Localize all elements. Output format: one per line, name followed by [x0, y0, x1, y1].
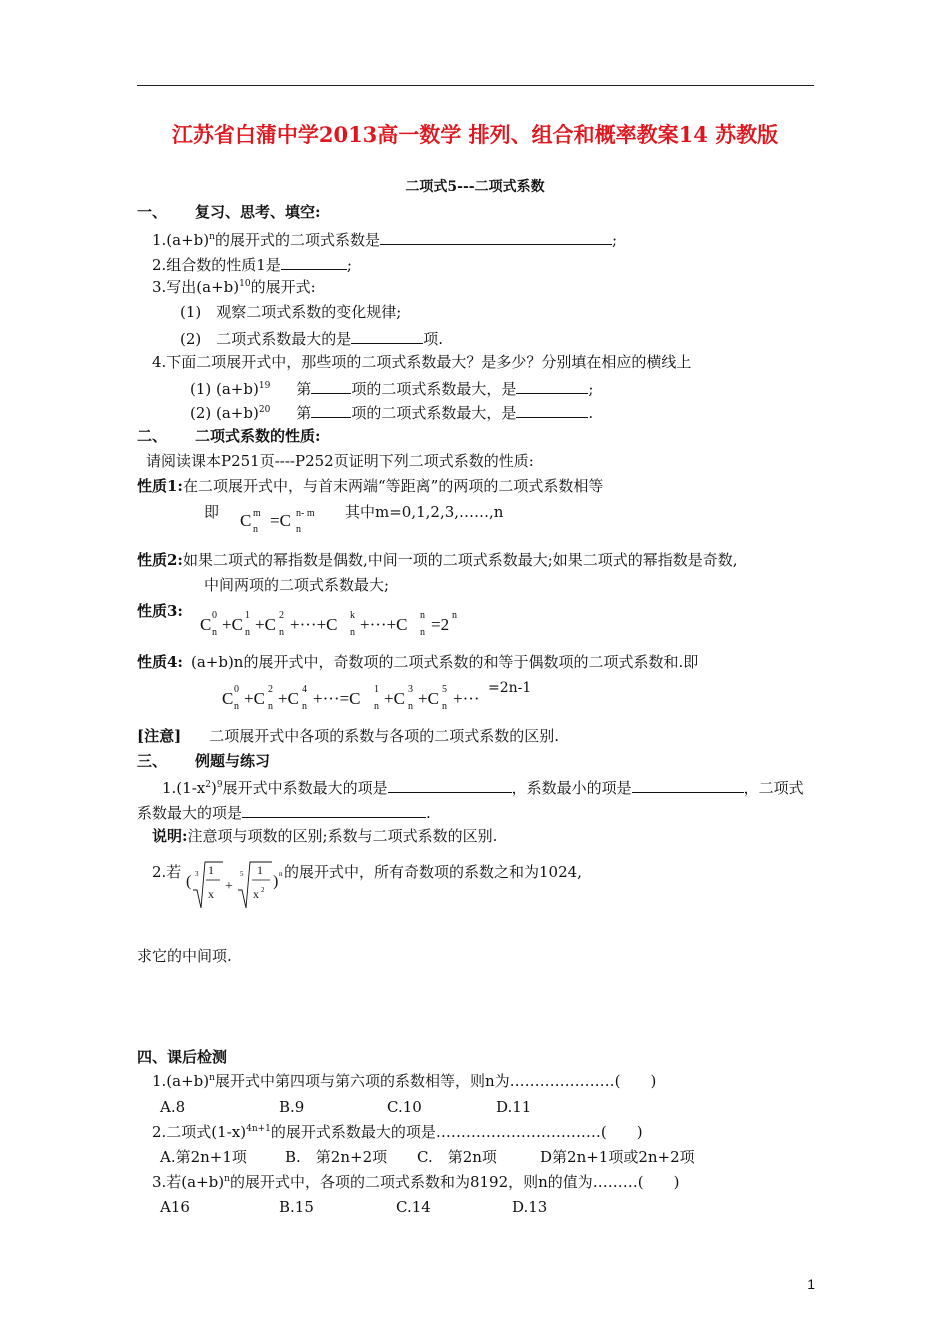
section-2-heading	[137, 429, 321, 444]
s4-q2-option-c[interactable]: C. 第2n项	[417, 1148, 497, 1166]
section-3-heading	[137, 754, 270, 769]
svg-text:+: +	[225, 879, 233, 894]
s4-q3-option-c[interactable]: C.14	[396, 1198, 431, 1216]
property-2-text-2: 中间两项的二项式系数最大;	[204, 576, 390, 594]
e1-close: )	[210, 779, 217, 797]
property-3-label: 性质3:	[137, 602, 183, 620]
e1-exp9: 9	[216, 780, 223, 790]
note	[137, 729, 559, 744]
q4-1-end: ;	[588, 380, 594, 398]
answer-blank[interactable]	[516, 380, 588, 394]
example-1-line-2	[137, 804, 431, 821]
answer-blank[interactable]	[632, 779, 744, 793]
s4-q2-option-b[interactable]: B. 第2n+2项	[285, 1148, 388, 1166]
s2-intro: 请阅读课本P251页----P252页证明下列二项式系数的性质:	[146, 452, 534, 470]
s1-question-2	[152, 256, 352, 273]
answer-blank[interactable]	[516, 404, 588, 418]
q4-1-exponent: 19	[258, 381, 271, 391]
svg-text:n: n	[279, 870, 283, 878]
s4-q1-option-a[interactable]: A.8	[160, 1098, 186, 1116]
answer-blank[interactable]	[311, 380, 351, 394]
property-1	[137, 479, 603, 494]
s4-q2-exponent: 4n+1	[246, 1124, 271, 1134]
q3-exponent: 10	[239, 279, 251, 289]
example-2-ask: 求它的中间项.	[137, 947, 232, 965]
s4-q1-exponent: n	[209, 1073, 215, 1083]
svg-text:): )	[273, 873, 279, 890]
s4-q3-option-b[interactable]: B.15	[279, 1198, 314, 1216]
q1-exponent: n	[209, 232, 215, 242]
property-1-ji: 即	[204, 503, 220, 521]
q4-2-exponent: 20	[258, 405, 271, 415]
note-label: [注意]	[137, 727, 182, 745]
svg-text:1: 1	[257, 863, 263, 877]
s4-q1-option-b[interactable]: B.9	[279, 1098, 305, 1116]
explanation-label: 说明:	[152, 827, 188, 845]
header-rule	[137, 85, 814, 86]
section-1-heading	[137, 205, 321, 220]
example-2-formula	[184, 856, 284, 912]
q1-text: 的展开式的二项式系数是	[214, 231, 380, 249]
section-subtitle: 二项式5---二项式系数	[405, 179, 545, 195]
property-4-text: (a+b)n的展开式中，奇数项的二项式系数的和等于偶数项的二项式系数和.即	[190, 653, 699, 671]
s4-q3-exponent: n	[224, 1174, 230, 1184]
svg-text:(: (	[186, 873, 192, 890]
s4-q1-option-c[interactable]: C.10	[387, 1098, 422, 1116]
e1-text-a: 展开式中系数最大的项是	[222, 779, 388, 797]
q4-2-prefix: (2) (a+b)	[190, 404, 259, 422]
q4-2-end: .	[588, 404, 594, 422]
q2-text: 2.组合数的性质1是	[152, 256, 281, 274]
q4-2-mid: 项的二项式系数最大，是	[351, 404, 517, 422]
svg-text:3: 3	[195, 870, 199, 878]
svg-text:5: 5	[240, 870, 244, 878]
s1-question-3	[152, 280, 316, 295]
s4-q2-option-a[interactable]: A.第2n+1项	[160, 1148, 247, 1166]
answer-blank[interactable]	[351, 330, 423, 344]
property-1-text: 在二项展开式中，与首末两端“等距离”的两项的二项式系数相等	[182, 477, 604, 495]
answer-blank[interactable]	[388, 779, 512, 793]
e1-text-b: ，系数最小的项是	[511, 779, 632, 797]
example-1-line-1	[162, 779, 804, 796]
svg-text:x: x	[253, 887, 259, 901]
example-2-text: 的展开式中，所有奇数项的系数之和为1024,	[284, 863, 582, 881]
q3-2-text: (2) 二项式系数最大的是	[180, 330, 352, 348]
q2-end: ;	[346, 256, 352, 274]
q1-end: ;	[611, 231, 618, 249]
e1-end: .	[426, 804, 431, 822]
s4-q1-prefix: 1.(a+b)	[152, 1072, 210, 1090]
q3-prefix: 3.写出(a+b)	[152, 278, 240, 296]
s1-question-3-2	[180, 330, 443, 347]
s4-q2-prefix: 2.二项式(1-x)	[152, 1123, 247, 1141]
property-2-label: 性质2:	[137, 551, 183, 569]
section-4-heading: 四、课后检测	[137, 1048, 228, 1066]
q4-2-di: 第	[296, 404, 312, 422]
s4-q2-option-d[interactable]: D第2n+1项或2n+2项	[540, 1148, 695, 1166]
explanation-text: 注意项与项数的区别;系数与二项式系数的区别.	[187, 827, 498, 845]
e1-prefix: 1.(1-x	[162, 779, 206, 797]
s4-q1-text: 展开式中第四项与第六项的系数相等，则n为…………………( )	[214, 1072, 657, 1090]
svg-text:1: 1	[208, 863, 214, 877]
s4-q2-text: 的展开式系数最大的项是……………………………( )	[270, 1123, 643, 1141]
s4-question-1	[152, 1074, 656, 1089]
q4-1-mid: 项的二项式系数最大，是	[351, 380, 517, 398]
document-title: 江苏省白蒲中学2013高一数学 排列、组合和概率教案14 苏教版	[171, 122, 779, 147]
q4-1-di: 第	[296, 380, 312, 398]
s1-question-1	[152, 231, 617, 248]
s4-q1-option-d[interactable]: D.11	[496, 1098, 532, 1116]
answer-blank[interactable]	[281, 256, 347, 270]
explanation	[152, 829, 497, 844]
answer-blank[interactable]	[380, 231, 612, 245]
property-2-text-1: 如果二项式的幂指数是偶数,中间一项的二项式系数最大;如果二项式的幂指数是奇数,	[182, 551, 738, 569]
e1-exp2: 2	[205, 780, 211, 790]
section-3-title: 例题与练习	[195, 752, 271, 770]
s1-question-4-1	[190, 380, 593, 397]
property-1-where: 其中m=0,1,2,3,……,n	[345, 503, 504, 521]
section-2-title: 二项式系数的性质:	[195, 427, 321, 445]
note-text: 二项展开式中各项的系数与各项的二项式系数的区别.	[209, 727, 559, 745]
q3-text: 的展开式:	[250, 278, 316, 296]
section-1-title: 复习、思考、填空:	[195, 203, 321, 221]
property-2	[137, 553, 738, 568]
s4-q3-text: 的展开式中，各项的二项式系数和为8192，则n的值为………( )	[229, 1173, 680, 1191]
e1-text-c: ，二项式	[743, 779, 804, 797]
page-number: 1	[807, 1276, 815, 1292]
s4-question-3	[152, 1175, 679, 1190]
s4-question-2	[152, 1125, 643, 1140]
property-4	[137, 655, 698, 670]
section-3-number: 三、	[137, 752, 168, 770]
answer-blank[interactable]	[311, 404, 351, 418]
e1-text-d: 系数最大的项是	[137, 804, 243, 822]
s4-q3-prefix: 3.若(a+b)	[152, 1173, 225, 1191]
s4-q3-option-a[interactable]: A16	[160, 1198, 190, 1216]
s4-q3-option-d[interactable]: D.13	[512, 1198, 548, 1216]
svg-text:x: x	[208, 887, 214, 901]
svg-text:2: 2	[261, 886, 265, 894]
section-2-number: 二、	[137, 427, 168, 445]
section-1-number: 一、	[137, 203, 168, 221]
q3-2-end: 项.	[423, 330, 444, 348]
s1-question-4: 4.下面二项展开式中，那些项的二项式系数最大？是多少？分别填在相应的横线上	[152, 353, 692, 371]
property-4-rhs: =2n-1	[488, 680, 532, 696]
s1-question-3-1: (1) 观察二项式系数的变化规律;	[180, 303, 402, 321]
q1-prefix: 1.(a+b)	[152, 231, 210, 249]
answer-blank[interactable]	[242, 804, 426, 818]
q4-1-prefix: (1) (a+b)	[190, 380, 259, 398]
s1-question-4-2	[190, 404, 593, 421]
property-1-label: 性质1:	[137, 477, 183, 495]
example-2-prefix: 2.若	[152, 863, 182, 881]
property-4-label: 性质4:	[137, 653, 183, 671]
